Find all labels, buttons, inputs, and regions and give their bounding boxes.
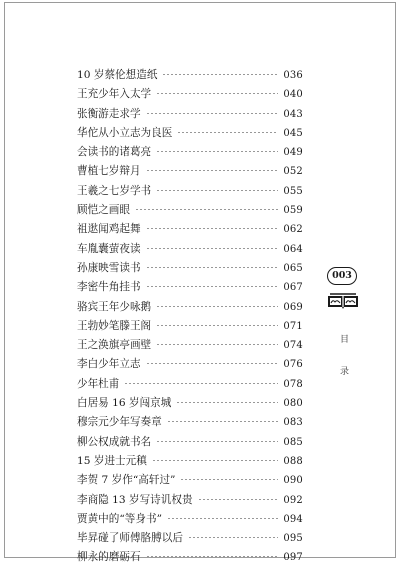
- dot-leader: [146, 228, 279, 229]
- dot-leader: [176, 402, 278, 403]
- toc-entry-title: 王充少年入太学: [77, 88, 152, 101]
- toc-entry[interactable]: [77, 105, 303, 124]
- toc-entry-page: 069: [283, 301, 303, 313]
- toc-entry-title: 曹植七岁辩月: [77, 165, 141, 178]
- toc-entry[interactable]: [77, 510, 303, 529]
- toc-entry-title: 李白少年立志: [77, 358, 141, 371]
- toc-entry-page: 064: [283, 243, 303, 255]
- dot-leader: [156, 151, 278, 152]
- toc-entry-page: 043: [283, 108, 303, 120]
- dot-leader: [152, 460, 278, 461]
- toc-entry-page: 080: [283, 398, 303, 410]
- dot-leader: [167, 518, 278, 519]
- toc-entry-title: 柳永的磨砺石: [77, 551, 141, 564]
- toc-entry-page: 076: [283, 359, 303, 371]
- toc-entry-page: 071: [283, 320, 303, 332]
- toc-entry-page: 067: [283, 282, 303, 294]
- toc-entry[interactable]: [77, 317, 303, 336]
- toc-entry[interactable]: [77, 548, 303, 567]
- toc-entry-title: 10 岁蔡伦想造纸: [77, 69, 158, 81]
- toc-entry[interactable]: [77, 491, 303, 510]
- toc-entry-title: 白居易 16 岁闯京城: [77, 397, 172, 410]
- toc-entry-page: 040: [283, 89, 303, 101]
- dot-leader: [156, 325, 278, 326]
- book-emblem-icon: [327, 292, 359, 310]
- dot-leader: [135, 209, 278, 210]
- toc-entry-page: 090: [283, 475, 303, 487]
- toc-entry-page: 095: [283, 533, 303, 545]
- toc-entry-page: 078: [283, 378, 303, 390]
- toc-entry[interactable]: [77, 220, 303, 239]
- toc-entry-page: 052: [283, 166, 303, 178]
- toc-entry-title: 王之涣旗亭画壁: [77, 339, 152, 352]
- dot-leader: [156, 344, 278, 345]
- dot-leader: [146, 363, 279, 364]
- dot-leader: [124, 383, 278, 384]
- toc-entry-page: 065: [283, 262, 303, 274]
- toc-entry-title: 车胤囊萤夜读: [77, 242, 141, 255]
- toc-entry-title: 骆宾王年少咏鹅: [77, 300, 152, 313]
- toc-entry[interactable]: [77, 336, 303, 355]
- toc-entry[interactable]: [77, 529, 303, 548]
- toc-entry-title: 张衡游走求学: [77, 107, 141, 120]
- toc-entry[interactable]: [77, 143, 303, 162]
- dot-leader: [167, 421, 279, 422]
- toc-entry-title: 顾恺之画眼: [77, 204, 130, 217]
- dot-leader: [188, 537, 278, 538]
- toc-entry-title: 会读书的诸葛亮: [77, 146, 152, 159]
- dot-leader: [156, 441, 278, 442]
- toc-entry-title: 孙康映雪读书: [77, 261, 141, 274]
- dot-leader: [146, 170, 279, 171]
- toc-entry-page: 094: [283, 513, 303, 525]
- toc-entry[interactable]: [77, 433, 303, 452]
- table-of-contents: [77, 66, 303, 568]
- toc-entry[interactable]: [77, 259, 303, 278]
- toc-entry[interactable]: [77, 240, 303, 259]
- toc-entry[interactable]: [77, 201, 303, 220]
- toc-entry-page: 092: [283, 494, 303, 506]
- toc-entry-title: 李贺 7 岁作“高轩过”: [77, 474, 176, 487]
- toc-entry-title: 贾黄中的“等身书”: [77, 512, 162, 525]
- dot-leader: [156, 306, 278, 307]
- toc-entry-page: 036: [283, 70, 303, 81]
- toc-entry-page: 045: [283, 127, 303, 139]
- toc-entry-title: 王勃妙笔滕王阁: [77, 319, 152, 332]
- toc-entry-title: 少年杜甫: [77, 377, 120, 390]
- dot-leader: [146, 556, 279, 557]
- toc-entry-page: 097: [283, 552, 303, 564]
- toc-entry-title: 15 岁进士元稹: [77, 454, 147, 467]
- toc-entry-page: 059: [283, 205, 303, 217]
- toc-entry[interactable]: [77, 394, 303, 413]
- dot-leader: [156, 93, 278, 94]
- toc-entry[interactable]: [77, 124, 303, 143]
- page-number-badge: 003: [327, 267, 357, 285]
- toc-entry-title: 祖逖闻鸡起舞: [77, 223, 141, 236]
- contents-label: 目 录: [338, 334, 348, 385]
- toc-entry[interactable]: [77, 471, 303, 490]
- toc-entry-title: 毕昇碰了师傅胳膊以后: [77, 532, 183, 545]
- dot-leader: [180, 479, 278, 480]
- toc-entry[interactable]: [77, 375, 303, 394]
- toc-entry-page: 074: [283, 340, 303, 352]
- dot-leader: [146, 286, 279, 287]
- toc-entry-title: 柳公权成就书名: [77, 435, 152, 448]
- toc-entry[interactable]: [77, 85, 303, 104]
- toc-entry-page: 083: [283, 417, 303, 429]
- dot-leader: [198, 499, 279, 500]
- toc-entry[interactable]: [77, 298, 303, 317]
- dot-leader: [162, 74, 278, 75]
- toc-entry-title: 王羲之七岁学书: [77, 184, 152, 197]
- toc-entry-title: 李商隐 13 岁写诗讥权贵: [77, 493, 193, 506]
- toc-entry[interactable]: [77, 182, 303, 201]
- toc-entry-title: 李密牛角挂书: [77, 281, 141, 294]
- toc-entry-page: 055: [283, 185, 303, 197]
- dot-leader: [177, 132, 278, 133]
- toc-entry[interactable]: [77, 278, 303, 297]
- dot-leader: [146, 113, 279, 114]
- toc-entry-page: 088: [283, 455, 303, 467]
- toc-entry[interactable]: [77, 355, 303, 374]
- toc-entry[interactable]: [77, 452, 303, 471]
- dot-leader: [146, 248, 279, 249]
- toc-entry[interactable]: [77, 162, 303, 181]
- toc-entry-page: 049: [283, 147, 303, 159]
- toc-entry[interactable]: [77, 413, 303, 432]
- dot-leader: [156, 190, 278, 191]
- toc-entry-page: 085: [283, 436, 303, 448]
- toc-entry-page: 062: [283, 224, 303, 236]
- toc-entry-title: 穆宗元少年写奏章: [77, 416, 162, 429]
- dot-leader: [146, 267, 279, 268]
- toc-entry[interactable]: [77, 66, 303, 85]
- toc-entry-title: 华佗从小立志为良医: [77, 126, 173, 139]
